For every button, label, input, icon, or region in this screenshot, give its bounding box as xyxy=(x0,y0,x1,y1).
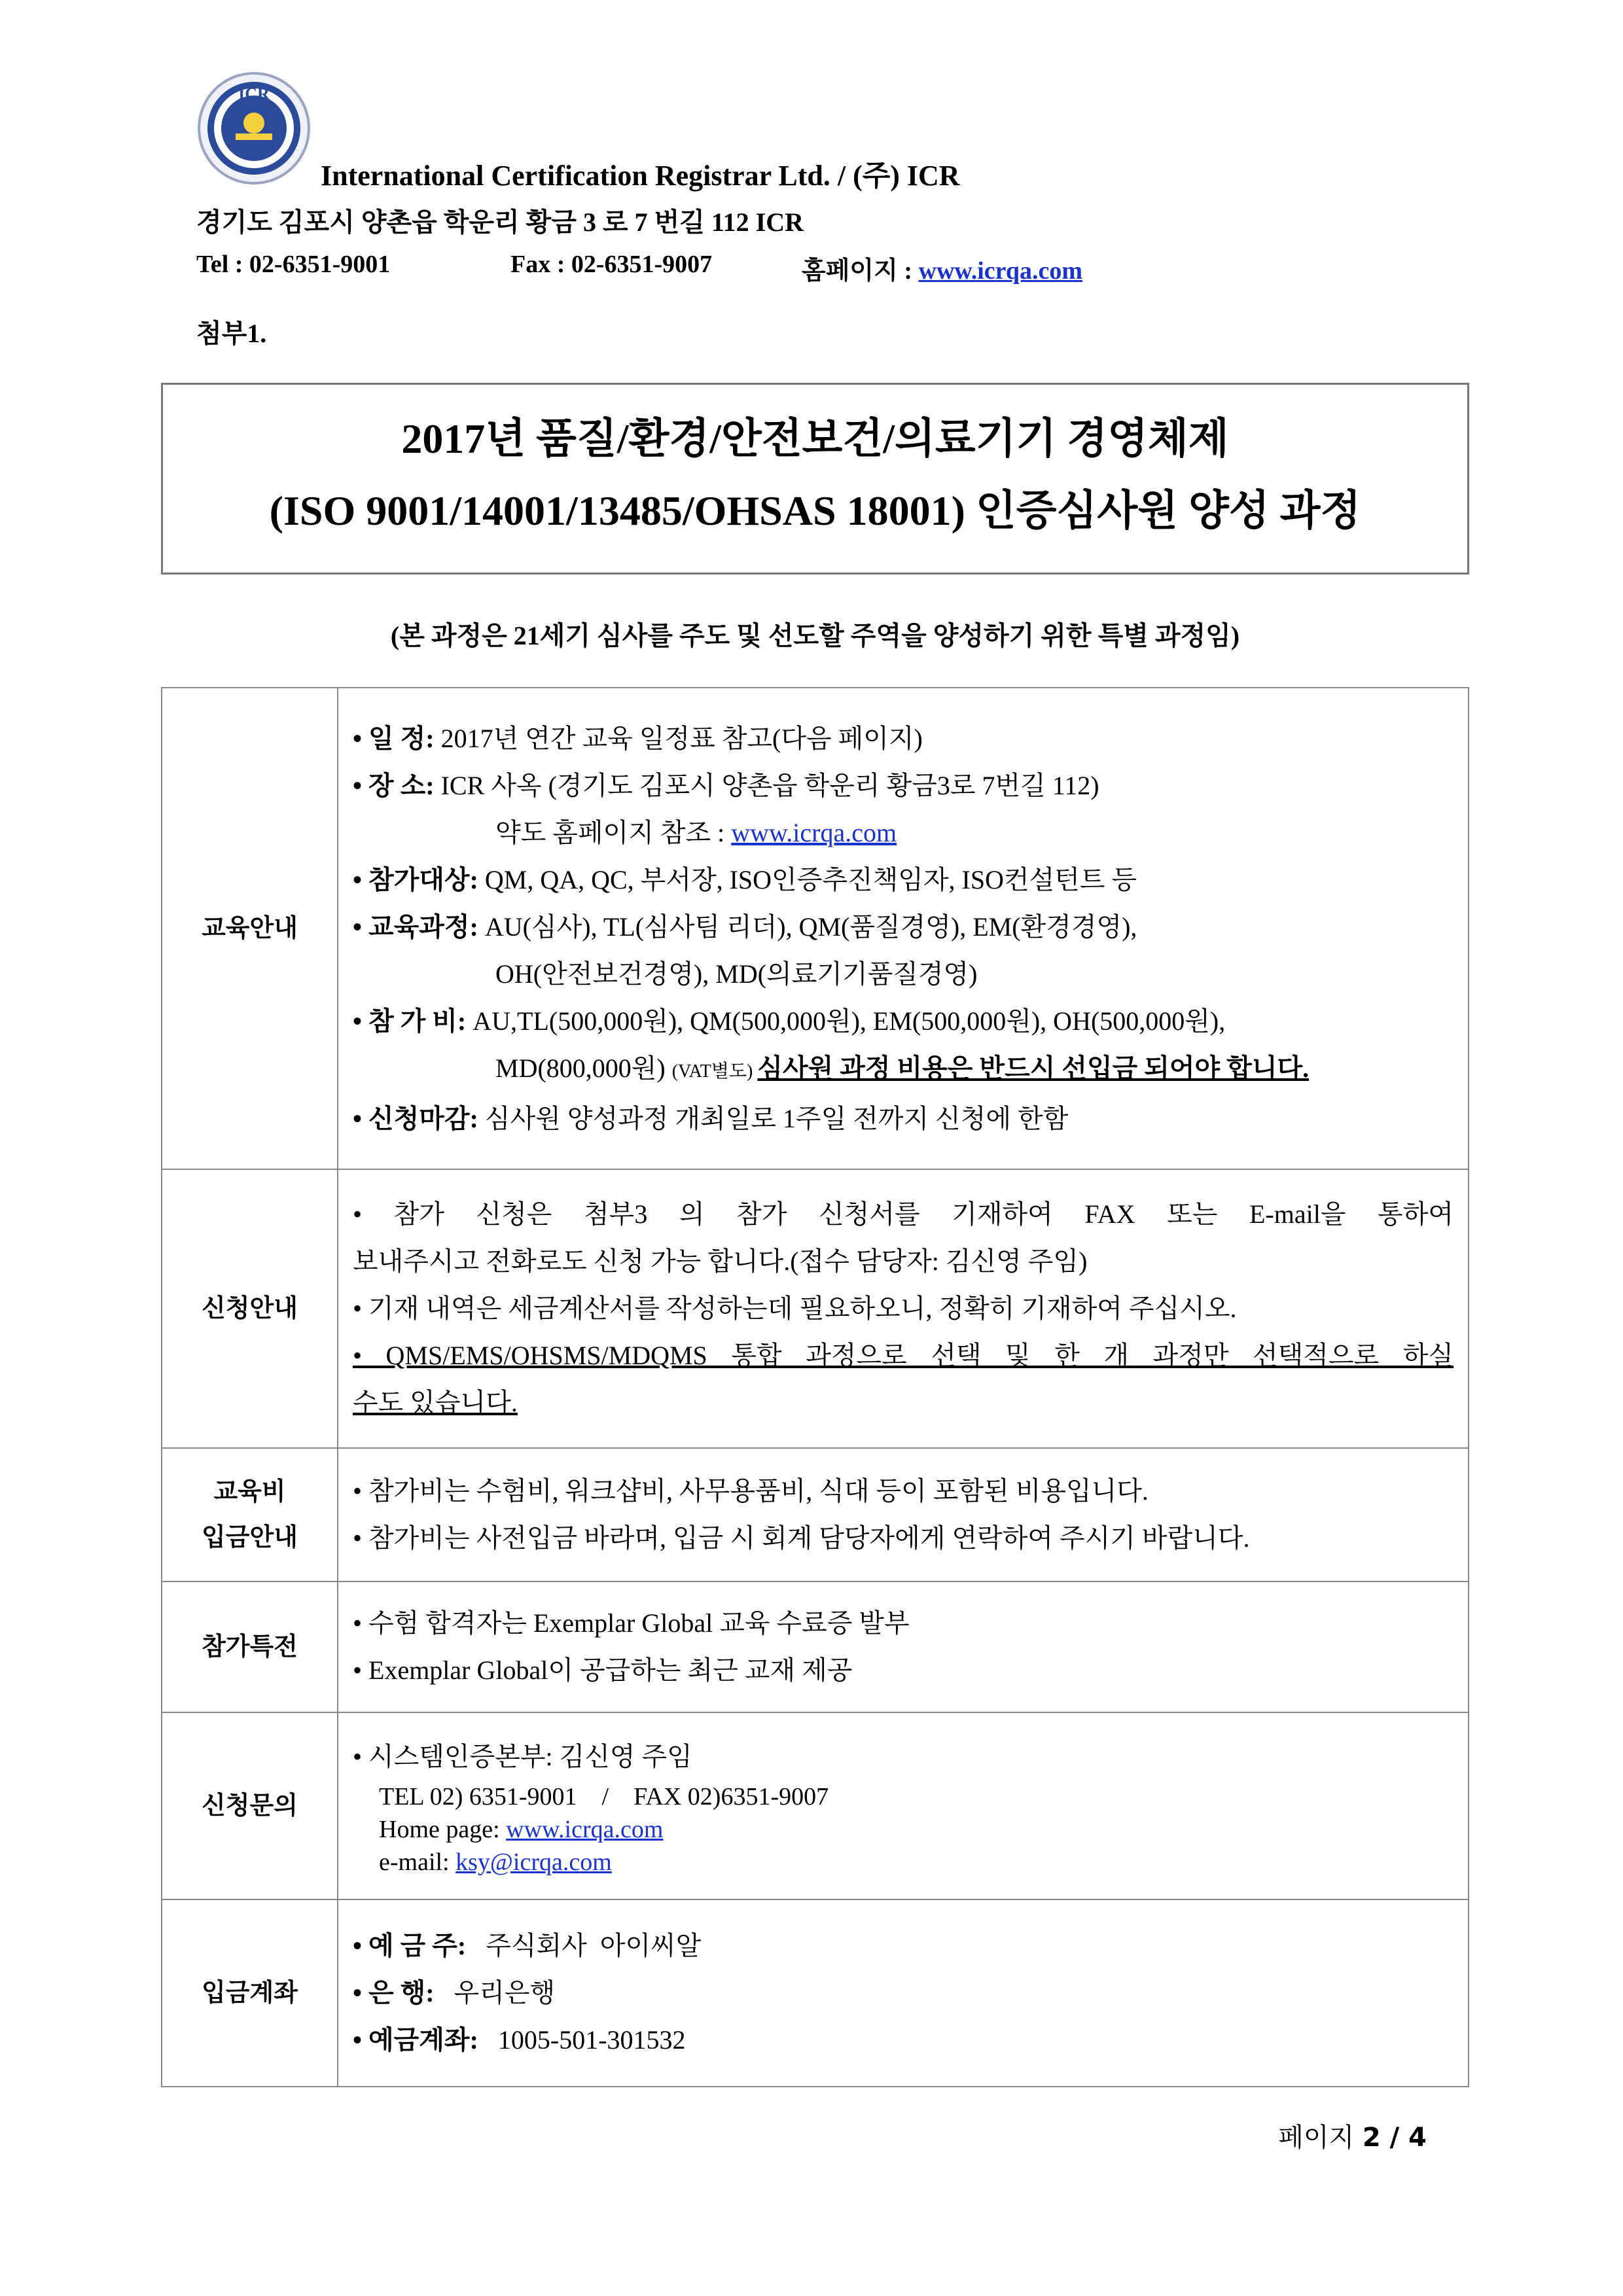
page-number xyxy=(1278,2117,1427,2154)
education-label: 교육안내 xyxy=(162,688,338,1169)
account-label: 입금계좌 xyxy=(162,1899,338,2087)
homepage-label: 홈페이지 : xyxy=(802,257,919,285)
benefits-row xyxy=(162,1581,1469,1712)
schedule-label: • 일 정: xyxy=(353,723,435,753)
inquiry-home-link[interactable]: www.icrqa.com xyxy=(506,1816,664,1843)
application-item-3b: 수도 있습니다. xyxy=(353,1388,518,1417)
payment-info-label-2: 입금안내 xyxy=(202,1524,298,1551)
inquiry-row xyxy=(162,1712,1469,1899)
holder-label: • 예 금 주: xyxy=(353,1931,467,1960)
course-value-2: OH(안전보건경영), MD(의료기기품질경영) xyxy=(495,959,978,989)
fee-value-1: AU,TL(500,000원), QM(500,000원), EM(500,000원), OH(500,000원), xyxy=(466,1006,1226,1036)
benefits-content xyxy=(338,1581,1469,1712)
bank-value: 우리은행 xyxy=(434,1978,556,2007)
application-item-1b: 보내주시고 전화로도 신청 가능 합니다.(접수 담당자: 김신영 주임) xyxy=(353,1246,1088,1276)
icr-seal-icon xyxy=(196,71,312,186)
benefits-item-1: • 수험 합격자는 Exemplar Global 교육 수료증 발부 xyxy=(353,1608,910,1638)
subtitle: (본 과정은 21세기 심사를 주도 및 선도할 주역을 양성하기 위한 특별 과정임) xyxy=(390,621,1240,650)
fee-label: • 참 가 비: xyxy=(353,1006,467,1036)
map-link[interactable]: www.icrqa.com xyxy=(731,817,897,847)
homepage xyxy=(802,250,1082,286)
account-number-value: 1005-501-301532 xyxy=(478,2025,686,2055)
company-address: 경기도 김포시 양촌읍 학운리 황금 3 로 7 번길 112 ICR xyxy=(196,207,804,237)
fax-number: Fax : 02-6351-9007 xyxy=(510,251,713,278)
svg-text:ICR: ICR xyxy=(238,84,270,103)
application-item-2: • 기재 내역은 세금계산서를 작성하는데 필요하오니, 정확히 기재하여 주십시오. xyxy=(353,1294,1237,1323)
schedule-value: 2017년 연간 교육 일정표 참고(다음 페이지) xyxy=(434,723,923,753)
place-value: ICR 사옥 (경기도 김포시 양촌읍 학운리 황금3로 7번길 112) xyxy=(434,770,1099,800)
icr-logo xyxy=(196,71,312,186)
map-text: 약도 홈페이지 참조 : xyxy=(495,817,732,847)
inquiry-tel: TEL 02) 6351-9001 / FAX 02)6351-9007 xyxy=(379,1783,829,1810)
payment-info-content xyxy=(338,1448,1469,1581)
inquiry-home-label: Home page: xyxy=(379,1816,507,1843)
bank-label: • 은 행: xyxy=(353,1978,435,2007)
payment-info-label xyxy=(162,1448,338,1581)
fee-value-2: MD(800,000원) xyxy=(495,1053,672,1083)
education-row xyxy=(162,688,1469,1169)
application-item-1a: • 참가 신청은 첨부3 의 참가 신청서를 기재하여 FAX 또는 E-mail을 통하여 xyxy=(353,1199,1454,1229)
inquiry-item-1: • 시스템인증본부: 김신영 주임 xyxy=(353,1742,692,1771)
application-content xyxy=(338,1169,1469,1448)
tel-number: Tel : 02-6351-9001 xyxy=(196,251,391,278)
attachment-label: 첨부1. xyxy=(196,319,267,348)
application-label: 신청안내 xyxy=(162,1169,338,1448)
benefits-label: 참가특전 xyxy=(162,1581,338,1712)
course-label: • 교육과정: xyxy=(353,911,478,942)
inquiry-content xyxy=(338,1712,1469,1899)
payment-info-item-1: • 참가비는 수험비, 워크샵비, 사무용품비, 식대 등이 포함된 비용입니다. xyxy=(353,1476,1149,1506)
education-content xyxy=(338,688,1469,1169)
payment-info-item-2: • 참가비는 사전입금 바라며, 입금 시 회계 담당자에게 연락하여 주시기 바랍니다. xyxy=(353,1523,1250,1553)
fee-vat: (VAT별도) xyxy=(671,1061,758,1082)
inquiry-label: 신청문의 xyxy=(162,1712,338,1899)
place-label: • 장 소: xyxy=(353,770,435,800)
title-line-2: (ISO 9001/14001/13485/OHSAS 18001) 인증심사원 양성 과정 xyxy=(269,487,1361,534)
payment-info-label-1: 교육비 xyxy=(213,1478,286,1506)
account-content xyxy=(338,1899,1469,2087)
deadline-label: • 신청마감: xyxy=(353,1103,478,1133)
payment-info-row xyxy=(162,1448,1469,1581)
title-line-1: 2017년 품질/환경/안전보건/의료기기 경영체제 xyxy=(401,415,1229,462)
target-label: • 참가대상: xyxy=(353,864,478,894)
title-box xyxy=(161,383,1469,574)
fee-note: 심사원 과정 비용은 반드시 선입금 되어야 합니다. xyxy=(757,1053,1310,1083)
application-item-3a: • QMS/EMS/OHSMS/MDQMS 통합 과정으로 선택 및 한 개 과정만 선택적으로 하실 xyxy=(353,1341,1454,1370)
benefits-item-2: • Exemplar Global이 공급하는 최근 교재 제공 xyxy=(353,1655,853,1685)
course-value-1: AU(심사), TL(심사팀 리더), QM(품질경영), EM(환경경영), xyxy=(478,911,1137,942)
page-number-value: 2 / 4 xyxy=(1362,2123,1427,2153)
target-value: QM, QA, QC, 부서장, ISO인증추진책임자, ISO컨설턴트 등 xyxy=(478,864,1137,894)
account-number-label: • 예금계좌: xyxy=(353,2025,478,2055)
application-row xyxy=(162,1169,1469,1448)
page-label: 페이지 xyxy=(1278,2123,1363,2153)
holder-value: 주식회사 아이씨알 xyxy=(466,1931,702,1960)
inquiry-email-label: e-mail: xyxy=(379,1848,456,1876)
company-name: International Certification Registrar Ltd. / (주) ICR xyxy=(321,160,960,192)
account-row xyxy=(162,1899,1469,2087)
deadline-value: 심사원 양성과정 개최일로 1주일 전까지 신청에 한함 xyxy=(478,1103,1069,1133)
inquiry-email-link[interactable]: ksy@icrqa.com xyxy=(455,1848,612,1876)
homepage-link[interactable]: www.icrqa.com xyxy=(918,257,1082,285)
info-table xyxy=(161,687,1469,2087)
